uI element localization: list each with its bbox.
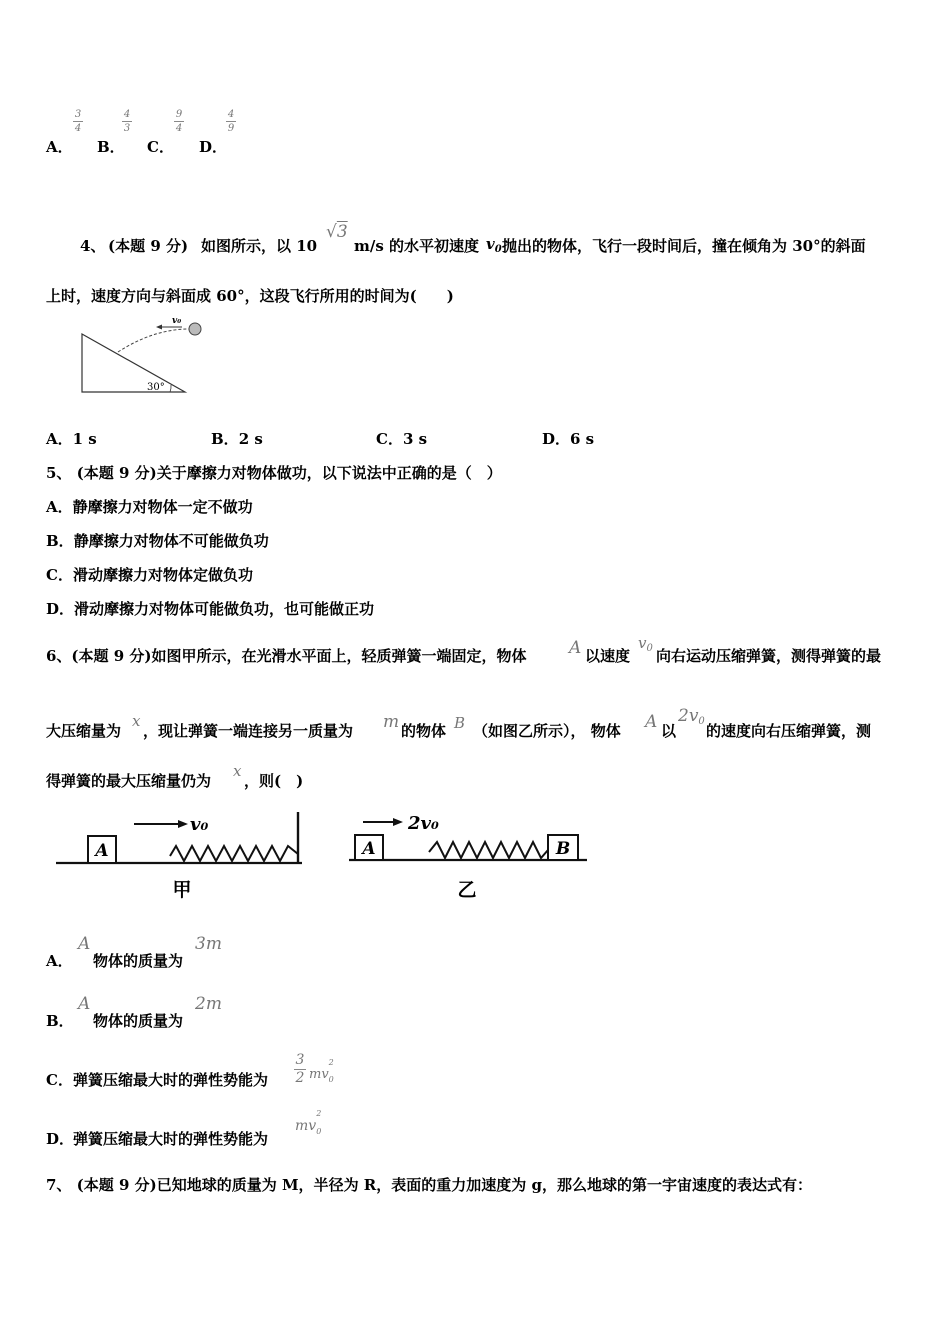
- q6-option-c-text: 弹簧压缩最大时的弹性势能为: [73, 1071, 269, 1089]
- q3-option-d-label: D．: [199, 138, 228, 156]
- q4-text-line2: 上时，速度方向与斜面成 60°，这段飞行所用的时间为( ): [46, 287, 454, 305]
- q4-score: (本题 9 分): [108, 237, 189, 255]
- q6-symbol-a2: A: [645, 712, 658, 732]
- q6-option-b-text: 物体的质量为: [93, 1012, 184, 1030]
- q6-line2-f: 的速度向右压缩弹簧，测: [706, 722, 872, 740]
- q6-line2-c: 的物体: [401, 722, 447, 740]
- q4-option-d[interactable]: D．6 s: [542, 430, 595, 448]
- q3-option-d-fraction: 4 9: [227, 109, 235, 134]
- q6-symbol-x2: x: [233, 762, 242, 780]
- jia-caption: 甲: [172, 879, 192, 901]
- trajectory-path: [118, 329, 193, 352]
- q6-line1-a: 6、(本题 9 分)如图甲所示，在光滑水平面上，轻质弹簧一端固定，物体: [46, 647, 527, 665]
- q5-option-b[interactable]: B．静摩擦力对物体不可能做负功: [46, 532, 269, 550]
- angle-arc: [170, 385, 171, 392]
- q6-symbol-b: B: [454, 714, 466, 732]
- q6-option-c-fraction: 3 2: [295, 1052, 305, 1086]
- jia-spring: [170, 846, 298, 861]
- q6-option-a-text: 物体的质量为: [93, 952, 184, 970]
- q3-option-b-label: B．: [97, 138, 125, 156]
- q6-option-a-label: A．: [46, 952, 73, 970]
- q4-option-c[interactable]: C．3 s: [376, 430, 428, 448]
- q6-line2-d: （如图乙所示）， 物体: [473, 722, 621, 740]
- velocity-label: v₀: [172, 316, 182, 326]
- q6-option-b-symbol: A: [78, 994, 91, 1014]
- q6-line2-b: ，现让弹簧一端连接另一质量为: [143, 722, 354, 740]
- q6-option-d-text: 弹簧压缩最大时的弹性势能为: [73, 1130, 269, 1148]
- ball-icon: [189, 323, 201, 335]
- q4-text-a: 如图所示，以 10: [201, 237, 318, 255]
- yi-block-a-label: A: [362, 839, 376, 859]
- q4-option-a[interactable]: A．1 s: [46, 430, 97, 448]
- q6-line3-a: 得弹簧的最大压缩量仍为: [46, 772, 212, 790]
- q4-incline-figure: [70, 312, 220, 402]
- sqrt-icon: √3: [326, 222, 348, 242]
- yi-caption: 乙: [457, 879, 477, 901]
- q6-option-b-expr: 2m: [195, 994, 222, 1014]
- angle-label: 30°: [147, 382, 165, 393]
- jia-block-a-label: A: [95, 841, 109, 861]
- q6-figure-jia: [52, 806, 312, 906]
- q4-number: 4、: [80, 237, 106, 255]
- q3-option-c-label: C．: [147, 138, 174, 156]
- q6-option-a-symbol: A: [78, 934, 91, 954]
- q5-option-c[interactable]: C．滑动摩擦力对物体定做负功: [46, 566, 253, 584]
- q4-option-b[interactable]: B．2 s: [211, 430, 263, 448]
- yi-velocity-label: 2v₀: [408, 813, 439, 834]
- q5-option-a[interactable]: A．静摩擦力对物体一定不做功: [46, 498, 253, 516]
- q6-line3-b: ，则( ): [244, 772, 304, 790]
- q5-stem: 5、 (本题 9 分)关于摩擦力对物体做功，以下说法中正确的是（ ）: [46, 464, 502, 482]
- q3-option-b-fraction: 4 3: [123, 109, 131, 134]
- q3-option-a-fraction: 3 4: [74, 109, 82, 134]
- q4-text-c: 抛出的物体，飞行一段时间后，撞在倾角为 30°的斜面: [502, 237, 866, 255]
- q6-figure-yi: [345, 806, 595, 906]
- jia-velocity-label: v₀: [190, 814, 209, 835]
- jia-velocity-arrowhead: [178, 820, 188, 828]
- yi-spring: [429, 842, 548, 858]
- q6-option-d-label: D．: [46, 1130, 75, 1148]
- q6-option-b-label: B．: [46, 1012, 74, 1030]
- q4-v0-symbol: $v_0$: [486, 235, 502, 255]
- q6-option-c-expr: mv 2 $_0$: [309, 1058, 334, 1084]
- q6-line2-e: 以: [661, 722, 677, 740]
- q6-option-a-expr: 3m: [195, 934, 222, 954]
- q3-option-a-label: A．: [46, 138, 73, 156]
- velocity-arrowhead: [156, 325, 162, 330]
- q4-text-b: m/s 的水平初速度: [354, 237, 480, 255]
- q6-symbol-x: x: [132, 712, 141, 730]
- q6-symbol-2v0: $2v_0$: [678, 706, 705, 727]
- q6-line1-b: 以速度: [585, 647, 631, 665]
- yi-block-b-label: B: [555, 839, 571, 859]
- q6-symbol-a: A: [569, 638, 582, 658]
- q7-stem: 7、 (本题 9 分)已知地球的质量为 M，半径为 R，表面的重力加速度为 g，那么地球的第一宇宙速度的表达式有：: [46, 1176, 812, 1194]
- yi-velocity-arrowhead: [393, 818, 403, 826]
- q5-option-d[interactable]: D．滑动摩擦力对物体可能做负功，也可能做正功: [46, 600, 375, 618]
- q6-symbol-v0: $v_0$: [638, 634, 653, 654]
- q6-line1-c: 向右运动压缩弹簧，测得弹簧的最: [656, 647, 882, 665]
- q6-symbol-m: m: [383, 712, 400, 732]
- q6-option-c-label: C．: [46, 1071, 73, 1089]
- q6-line2-a: 大压缩量为: [46, 722, 122, 740]
- q3-option-c-fraction: 9 4: [175, 109, 183, 134]
- q6-option-d-expr: mv 2 $_0$: [295, 1109, 322, 1136]
